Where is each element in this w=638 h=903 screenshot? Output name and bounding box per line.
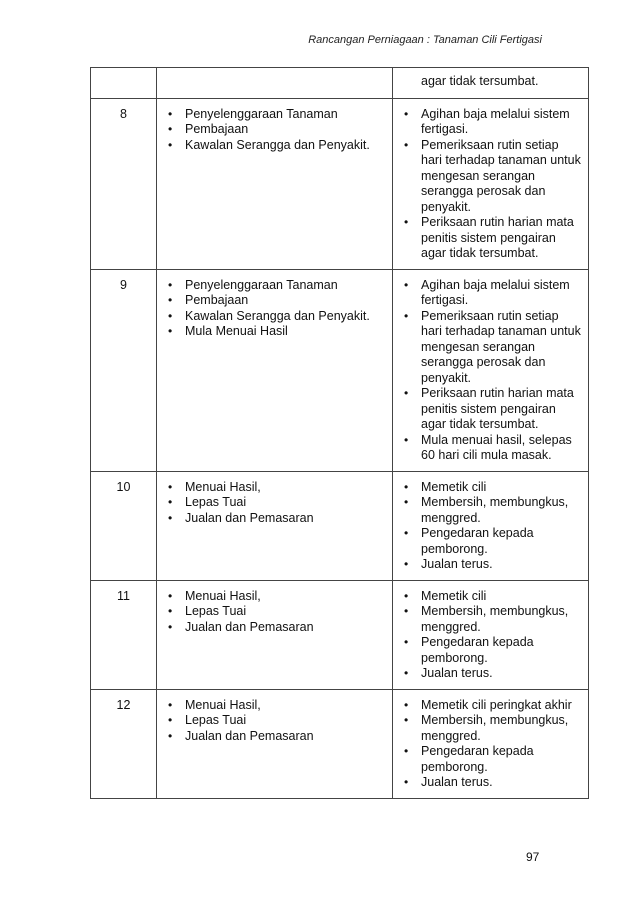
list-item: • Jualan dan Pemasaran xyxy=(163,511,386,527)
week-cell: 12 xyxy=(91,689,157,798)
list-item: • Kawalan Serangga dan Penyakit. xyxy=(163,309,386,325)
activity-list xyxy=(163,107,386,154)
list-item: • Mula Menuai Hasil xyxy=(163,324,386,340)
list-item: • Pengedaran kepada pemborong. xyxy=(399,526,582,557)
list-item: • Agihan baja melalui sistem fertigasi. xyxy=(399,278,582,309)
list-item: • Agihan baja melalui sistem fertigasi. xyxy=(399,107,582,138)
list-item: • Lepas Tuai xyxy=(163,495,386,511)
week-cell: 11 xyxy=(91,580,157,689)
table-row xyxy=(91,580,589,689)
week-cell xyxy=(91,68,157,99)
table-row xyxy=(91,269,589,471)
activity-list xyxy=(163,698,386,745)
list-item: • Kawalan Serangga dan Penyakit. xyxy=(163,138,386,154)
list-item: • Jualan terus. xyxy=(399,666,582,682)
list-item: • Mula menuai hasil, selepas 60 hari cili mula masak. xyxy=(399,433,582,464)
detail-list xyxy=(399,278,582,464)
list-item: • Pengedaran kepada pemborong. xyxy=(399,744,582,775)
table-row xyxy=(91,689,589,798)
activity-cell xyxy=(157,269,393,471)
list-item: • Penyelenggaraan Tanaman xyxy=(163,107,386,123)
running-header: Rancangan Perniagaan : Tanaman Cili Fertigasi xyxy=(308,34,542,46)
list-item: • Periksaan rutin harian mata penitis sistem pengairan agar tidak tersumbat. xyxy=(399,386,582,433)
detail-cell xyxy=(393,68,589,99)
list-item: • Jualan terus. xyxy=(399,775,582,791)
page-number: 97 xyxy=(526,850,540,864)
continuation-text: agar tidak tersumbat. xyxy=(421,74,539,88)
week-cell: 10 xyxy=(91,471,157,580)
list-item: • Membersih, membungkus, menggred. xyxy=(399,604,582,635)
list-item: • Membersih, membungkus, menggred. xyxy=(399,495,582,526)
week-cell: 8 xyxy=(91,98,157,269)
list-item: • Pemeriksaan rutin setiap hari terhadap tanaman untuk mengesan serangan serangga perosak dan penyakit. xyxy=(399,138,582,216)
detail-list xyxy=(399,698,582,791)
activity-list xyxy=(163,480,386,527)
detail-cell xyxy=(393,471,589,580)
table-row xyxy=(91,471,589,580)
activity-list xyxy=(163,278,386,340)
activity-cell xyxy=(157,580,393,689)
list-item: • Jualan terus. xyxy=(399,557,582,573)
activity-cell xyxy=(157,68,393,99)
list-item: • Memetik cili peringkat akhir xyxy=(399,698,582,714)
detail-cell xyxy=(393,98,589,269)
list-item: • Menuai Hasil, xyxy=(163,480,386,496)
list-item: • Membersih, membungkus, menggred. xyxy=(399,713,582,744)
activity-cell xyxy=(157,471,393,580)
list-item: • Lepas Tuai xyxy=(163,713,386,729)
activity-list xyxy=(163,589,386,636)
detail-list xyxy=(399,480,582,573)
detail-cell xyxy=(393,580,589,689)
list-item: • Pembajaan xyxy=(163,122,386,138)
detail-list xyxy=(399,589,582,682)
week-cell: 9 xyxy=(91,269,157,471)
schedule-table xyxy=(90,67,589,799)
list-item: • Jualan dan Pemasaran xyxy=(163,729,386,745)
list-item: • Penyelenggaraan Tanaman xyxy=(163,278,386,294)
list-item: • Lepas Tuai xyxy=(163,604,386,620)
list-item: • Memetik cili xyxy=(399,480,582,496)
list-item: • Periksaan rutin harian mata penitis sistem pengairan agar tidak tersumbat. xyxy=(399,215,582,262)
list-item: • Memetik cili xyxy=(399,589,582,605)
detail-list xyxy=(399,107,582,262)
detail-cell xyxy=(393,689,589,798)
list-item: • Jualan dan Pemasaran xyxy=(163,620,386,636)
table-row xyxy=(91,98,589,269)
list-item: • Pembajaan xyxy=(163,293,386,309)
list-item: • Menuai Hasil, xyxy=(163,589,386,605)
list-item: • Menuai Hasil, xyxy=(163,698,386,714)
activity-cell xyxy=(157,98,393,269)
activity-cell xyxy=(157,689,393,798)
table-row-continuation xyxy=(91,68,589,99)
list-item: • Pengedaran kepada pemborong. xyxy=(399,635,582,666)
list-item: • Pemeriksaan rutin setiap hari terhadap tanaman untuk mengesan serangan serangga perosak dan penyakit. xyxy=(399,309,582,387)
detail-cell xyxy=(393,269,589,471)
